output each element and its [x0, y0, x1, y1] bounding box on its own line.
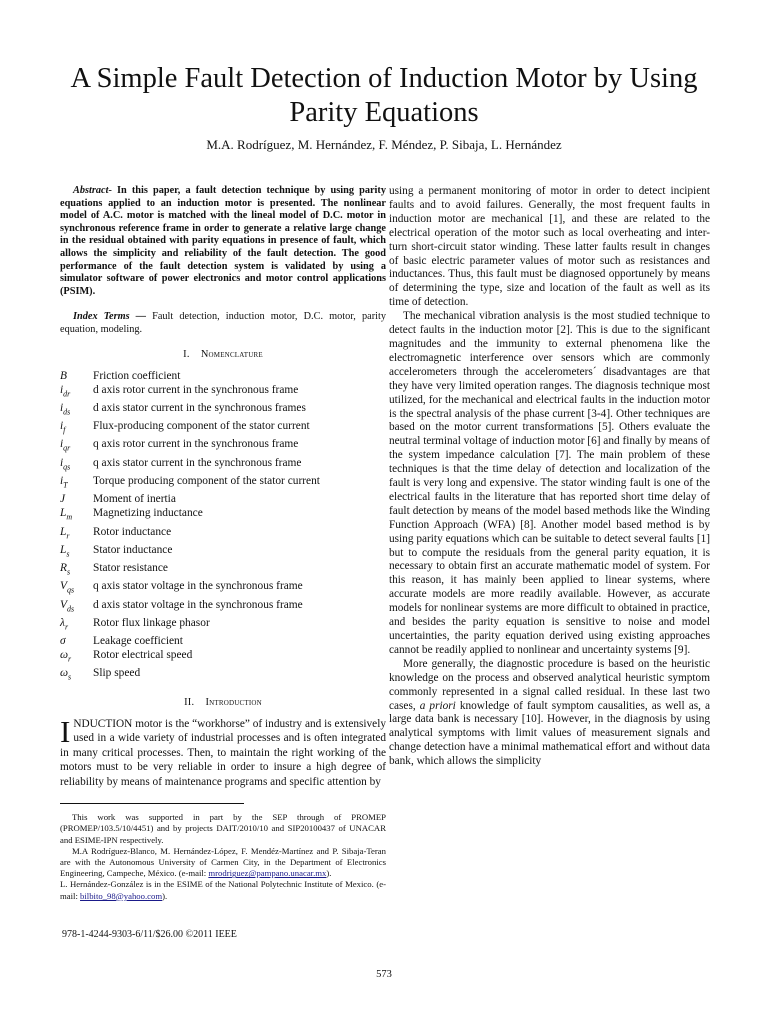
- nomenclature-row: [60, 474, 386, 492]
- intro-paragraph: [60, 713, 386, 790]
- nomenclature-description: Torque producing component of the stator current: [93, 474, 320, 487]
- author-list: M.A. Rodríguez, M. Hernández, F. Méndez, P. Sibaja, L. Hernández: [206, 137, 562, 152]
- paper-title: A Simple Fault Detection of Induction Motor by Using Parity Equations: [70, 63, 698, 128]
- nomenclature-row: [60, 492, 386, 506]
- abstract: [60, 185, 386, 298]
- nomenclature-symbol: $\omega_r$: [60, 649, 72, 664]
- footnote-affiliation-2: [60, 879, 386, 901]
- nomenclature-symbol: $i_{qs}$: [60, 456, 71, 471]
- footnote-affiliation-1-text: M.A Rodríguez-Blanco, M. Hernández-López, F. Mendéz-Martínez and P. Sibaja-Teran are with the Autonomous University of Carmen City, in the Department of Electronics Engineering, Campeche, México. (e-mail:: [60, 845, 386, 879]
- nomenclature-description: d axis stator current in the synchronous frames: [93, 401, 306, 414]
- right-paragraph-1: using a permanent monitoring of motor in order to detect incipient faults and to avoid failures. Generally, the most frequent faults in induction motor are mechanical [1], and these are related to the electrical operation of the motor such as local overheating and inter-turn short-circuit stator winding. These latter faults result in changes of basic electric parameter values of motor such as resistances and inductances. Thus, this fault must be diagnosed opportunely by means of determining the type, size and location of the fault as well as its time of detection.: [389, 185, 710, 309]
- section-title: Introduction: [205, 696, 262, 708]
- nomenclature-row: [60, 648, 386, 666]
- nomenclature-description: Friction coefficient: [93, 369, 181, 382]
- section-number: II.: [184, 696, 195, 708]
- abstract-label: Abstract-: [73, 185, 112, 196]
- drop-cap: I: [60, 713, 71, 749]
- nomenclature-row: [60, 383, 386, 401]
- nomenclature-row: [60, 525, 386, 543]
- nomenclature-symbol: J: [60, 493, 66, 506]
- nomenclature-row: [60, 437, 386, 455]
- nomenclature-symbol: $R_s$: [60, 562, 71, 577]
- nomenclature-symbol: $\omega_s$: [60, 667, 72, 682]
- nomenclature-description: Rotor inductance: [93, 525, 172, 538]
- right-paragraph-2: The mechanical vibration analysis is the most studied technique to detect faults in the induction motor [2]. This is due to the significant magnitudes and the immunity to external phenomena like the electromagnetic interference over sensors which are commonly accelerometers through the accelerometers´ disadvantages are that they have very limited operation ranges. The diagnosis technique most utilized, for the mechanical and electrical faults in the induction motor is the spectral analysis of the phase current [3-4]. Other techniques are based on the motor current transformations [5]. Others evaluate the neutral terminal voltage of induction motor [6] and finally by means of the system impedance calculation [7]. The main problem of these techniques is that the time delay of detection and localization of the fault is very long and expensive. The stator winding fault is one of the electrical faults in the literature that has reported short time delay of fault detection by means of the model based methods like the Winding Function Approach (WFA) [8]. Another model based method is by using parity equations which can be suitable to detect several faults [1] but to compute the residuals from the general parity equation, it is necessary to obtain first an accurate mathematic model of system. For this reason, it has mainly been applied to linear systems, where accurate models are more readily available. However, as accurate models for nonlinear systems are more difficult to obtained in practice, and besides the parity equation is sensitive to noise and model uncertainties, the parity equation derived using existing approaches cannot be readily applied to nonlinear and uncertainty systems [9].: [389, 310, 710, 656]
- nomenclature-symbol: $i_T$: [60, 474, 68, 490]
- nomenclature-symbol: $i_f$: [60, 420, 66, 435]
- index-terms-label: Index Terms —: [73, 311, 147, 323]
- abstract-text: In this paper, a fault detection technique by using parity equations applied to an induction motor is presented. The nonlinear model of A.C. motor is matched with the lineal model of D.C. motor in synchronous reference frame in order to generate a relative large change in the residual obtained with parity equations in presence of fault, which allows the simplicity and reliability of the fault detection. The good performance of the fault detection system is validated by using a simulator software of power electronics and motor control applications (PSIM).: [60, 185, 386, 297]
- section-heading-introduction: [60, 697, 386, 708]
- nomenclature-row: [60, 401, 386, 419]
- index-terms: [60, 311, 386, 336]
- right-column: [389, 185, 710, 769]
- nomenclature-description: Rotor electrical speed: [93, 649, 193, 662]
- right-paragraph-3-b: knowledge of fault symptom causalities, as well as, a large data bank is necessary [10]. However, in the diagnosis by using analytical symptoms with limit values of measurement signals and change detection have a minimal mathematical effort and without data bank, which allows the simplicity: [389, 699, 711, 768]
- footnote-affiliation-2-end: ).: [162, 890, 168, 901]
- nomenclature-symbol: $L_m$: [60, 507, 73, 522]
- footnote-rule: [60, 803, 244, 804]
- nomenclature-description: Magnetizing inductance: [93, 507, 203, 520]
- section-number: I.: [183, 348, 190, 360]
- nomenclature-table: [60, 369, 386, 685]
- nomenclature-row: [60, 634, 386, 648]
- nomenclature-description: Stator resistance: [93, 562, 168, 575]
- nomenclature-description: q axis rotor current in the synchronous frame: [93, 438, 299, 451]
- nomenclature-symbol: $L_s$: [60, 543, 70, 559]
- nomenclature-row: [60, 616, 386, 634]
- email-link-hernandez[interactable]: bilbito_98@yahoo.com: [80, 890, 163, 901]
- section-title: Nomenclature: [200, 348, 263, 360]
- nomenclature-description: Rotor flux linkage phasor: [93, 616, 210, 629]
- right-paragraph-3-a: More generally, the diagnostic procedure is based on the heuristic knowledge on the process and observed analytical heuristic symptom commonly represented in a signal called residual. In these last two cases,: [389, 657, 710, 712]
- nomenclature-symbol: $V_{qs}$: [60, 580, 75, 595]
- page-number: 573: [376, 969, 392, 980]
- index-terms-text: Fault detection, induction motor, D.C. motor, parity equation, modeling.: [60, 311, 386, 335]
- nomenclature-symbol: $\lambda_r$: [60, 616, 69, 632]
- left-column: [60, 185, 386, 902]
- nomenclature-symbol: $i_{dr}$: [60, 383, 71, 398]
- nomenclature-description: Stator inductance: [93, 543, 173, 556]
- footnote-funding: This work was supported in part by the SEP through of PROMEP (PROMEP/103.5/10/4451) and by projects DAIT/2010/10 and SIP20100437 of UNACAR and ESIME-IPN respectively.: [60, 812, 386, 845]
- footnote-affiliation-1-end: ).: [326, 868, 332, 879]
- nomenclature-row: [60, 579, 386, 597]
- nomenclature-symbol: B: [60, 369, 67, 382]
- nomenclature-row: [60, 543, 386, 561]
- nomenclature-symbol: $L_r$: [60, 525, 70, 540]
- nomenclature-description: d axis stator voltage in the synchronous frame: [93, 598, 303, 611]
- right-paragraph-3: [389, 658, 710, 769]
- right-paragraph-3-emphasis: a priori: [419, 699, 456, 712]
- nomenclature-description: Slip speed: [93, 667, 141, 680]
- section-heading-nomenclature: [60, 349, 386, 360]
- footnote-affiliation-1: [60, 846, 386, 880]
- nomenclature-row: [60, 369, 386, 383]
- nomenclature-row: [60, 419, 386, 437]
- nomenclature-symbol: σ: [60, 635, 66, 648]
- nomenclature-row: [60, 561, 386, 579]
- nomenclature-description: Moment of inertia: [93, 493, 176, 506]
- nomenclature-row: [60, 506, 386, 524]
- footnote-affiliation-2-text: L. Hernández-González is in the ESIME of the National Polytechnic Institute of Mexico. (e-mail:: [60, 879, 386, 901]
- nomenclature-row: [60, 456, 386, 474]
- nomenclature-symbol: $i_{ds}$: [60, 401, 71, 417]
- email-link-rodriguez[interactable]: mrodriguez@pampano.unacar.mx: [208, 868, 327, 879]
- nomenclature-symbol: $i_{qr}$: [60, 438, 71, 453]
- nomenclature-description: d axis rotor current in the synchronous frame: [93, 383, 299, 396]
- nomenclature-symbol: $V_{ds}$: [60, 598, 75, 613]
- nomenclature-row: [60, 666, 386, 684]
- nomenclature-description: Flux-producing component of the stator current: [93, 420, 310, 433]
- nomenclature-description: q axis stator current in the synchronous frame: [93, 456, 302, 469]
- nomenclature-row: [60, 598, 386, 616]
- isbn-copyright: 978-1-4244-9303-6/11/$26.00 ©2011 IEEE: [62, 929, 237, 940]
- nomenclature-description: Leakage coefficient: [93, 635, 183, 648]
- nomenclature-description: q axis stator voltage in the synchronous frame: [93, 580, 303, 593]
- intro-text: NDUCTION motor is the “workhorse” of industry and is extensively used in a wide variety of industrial processes and is often integrated in many critical processes. Then, to maintain the right working of the motors must to be very reliable in order to insure a high degree of reliability by means of maintenance programs and specific attention by: [60, 717, 386, 788]
